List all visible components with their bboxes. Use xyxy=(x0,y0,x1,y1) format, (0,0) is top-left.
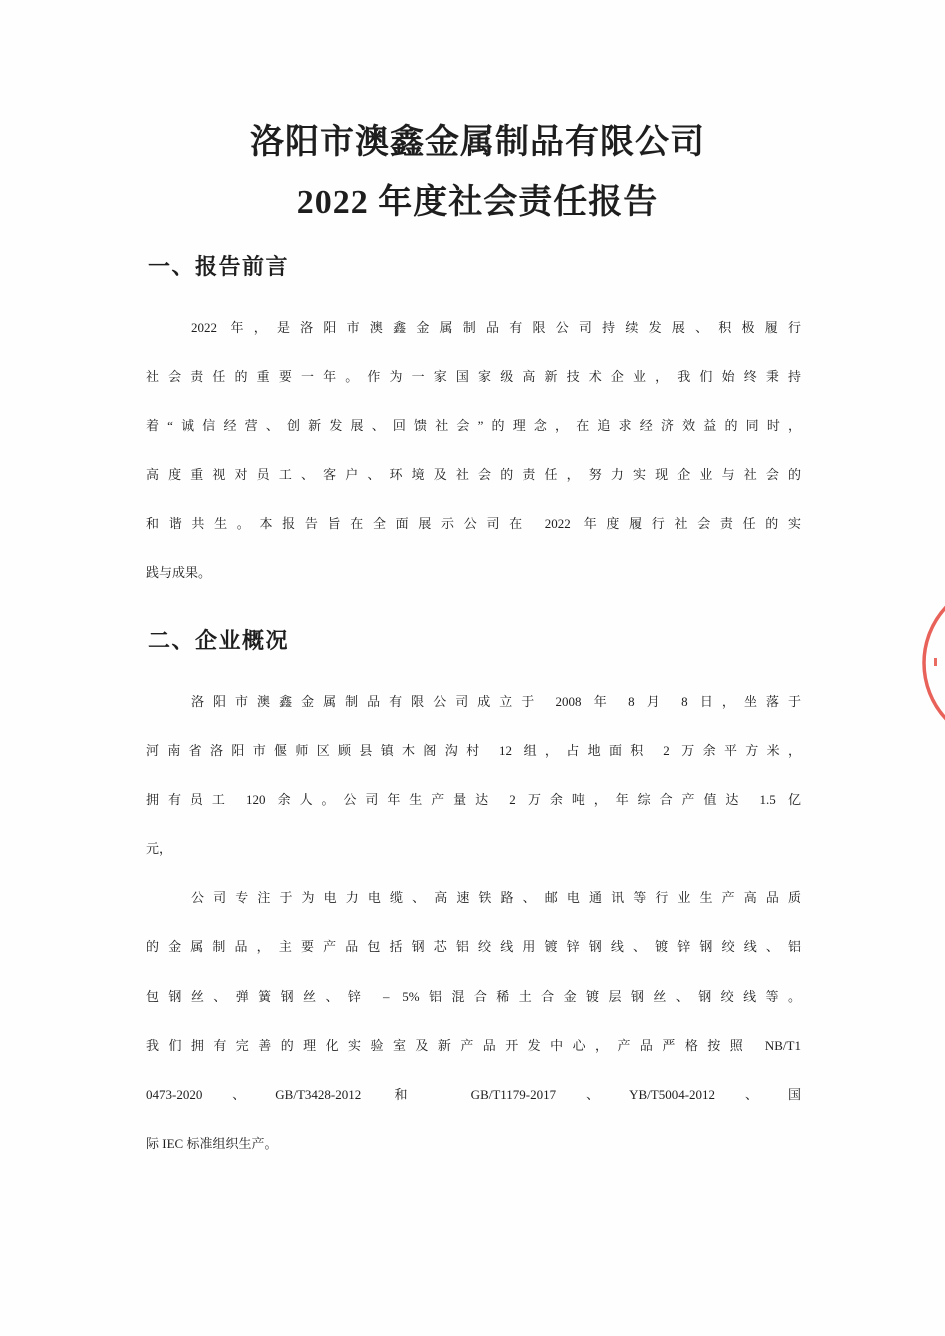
preface-line-3: 着“诚信经营、创新发展、回馈社会”的理念，在追求经济效益的同时， xyxy=(146,417,801,433)
preface-line-6: 践与成果。 xyxy=(146,565,212,581)
overview-p2-line-3: 包钢丝、弹簧钢丝、锌 – 5%铝混合稀土合金镀层钢丝、钢绞线等。 xyxy=(146,988,801,1004)
preface-line-2: 社会责任的重要一年。作为一家国家级高新技术企业，我们始终秉持 xyxy=(146,368,801,384)
red-seal-fragment xyxy=(900,595,945,735)
overview-p1-line-3: 拥有员工 120 余人。公司年生产量达 2 万余吨，年综合产值达 1.5 亿 xyxy=(146,791,801,807)
overview-p2-line-6: 际 IEC 标准组织生产。 xyxy=(146,1136,278,1152)
report-title-year: 2022 年度社会责任报告 xyxy=(296,184,659,221)
overview-p1-line-4: 元， xyxy=(146,841,173,857)
report-title xyxy=(10,113,945,233)
overview-p1-line-1: 洛阳市澳鑫金属制品有限公司成立于 2008 年 8 月 8 日，坐落于 xyxy=(191,693,801,709)
preface-paragraph xyxy=(146,303,801,598)
preface-line-4: 高度重视对员工、客户、环境及社会的责任，努力实现企业与社会的 xyxy=(146,467,801,483)
preface-line-5: 和谐共生。本报告旨在全面展示公司在 2022 年度履行社会责任的实 xyxy=(146,516,801,532)
overview-p2-line-2: 的金属制品，主要产品包括钢芯铝绞线用镀锌钢线、镀锌钢绞线、铝 xyxy=(146,939,801,955)
overview-p2-line-5: 0473-2020、GB/T3428-2012 和 GB/T1179-2017、YB/T5004-2012、国 xyxy=(146,1087,801,1102)
section-heading-preface: 一、报告前言 xyxy=(148,254,290,279)
overview-p2-line-4: 我们拥有完善的理化实验室及新产品开发中心，产品严格按照 NB/T1 xyxy=(146,1037,801,1053)
preface-line-1: 2022 年，是洛阳市澳鑫金属制品有限公司持续发展、积极履行 xyxy=(191,319,801,335)
section-heading-overview: 二、企业概况 xyxy=(148,628,290,653)
overview-p1-line-2: 河南省洛阳市偃师区顾县镇木阁沟村 12 组，占地面积 2 万余平方米， xyxy=(146,742,801,758)
seal-mark xyxy=(934,658,937,666)
report-title-company: 洛阳市澳鑫金属制品有限公司 xyxy=(250,124,705,161)
overview-paragraphs xyxy=(146,677,801,1169)
overview-p2-line-1: 公司专注于为电力电缆、高速铁路、邮电通讯等行业生产高品质 xyxy=(191,890,801,906)
